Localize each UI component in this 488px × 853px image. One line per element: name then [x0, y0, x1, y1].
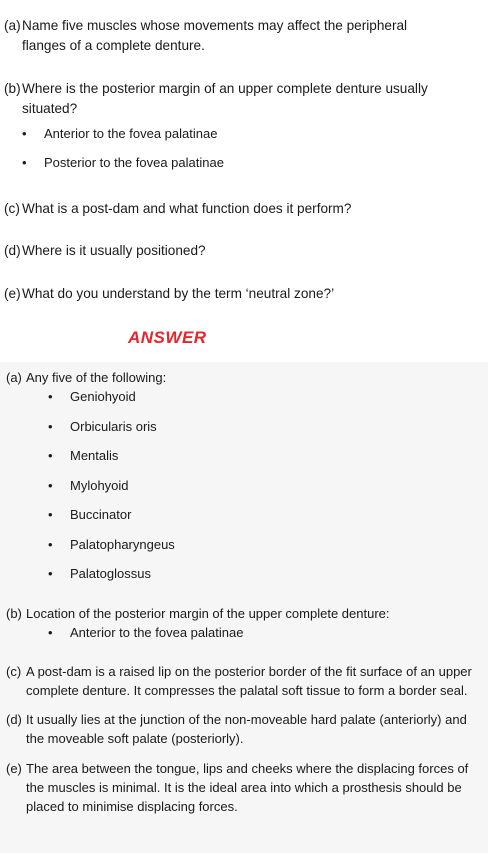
- bullet-icon: •: [48, 625, 53, 640]
- bullet-icon: •: [48, 448, 53, 463]
- answer-text: complete denture. It compresses the palatal soft tissue to form a border seal.: [26, 683, 468, 698]
- muscle-item: [48, 506, 131, 524]
- muscle-item: [48, 388, 136, 406]
- question-text: situated?: [22, 101, 78, 116]
- question-label: (e): [4, 286, 21, 301]
- answer-text: Any five of the following:: [26, 370, 167, 385]
- question-label: (d): [4, 243, 21, 258]
- muscle-name: Mentalis: [70, 448, 119, 463]
- answer-label: (b): [6, 606, 22, 621]
- answer-text: the muscles is minimal. It is the ideal area into which a prosthesis should be: [26, 780, 462, 795]
- option-text: Anterior to the fovea palatinae: [44, 126, 218, 141]
- muscle-name: Mylohyoid: [70, 478, 129, 493]
- answer-text: Location of the posterior margin of the upper complete denture:: [26, 606, 390, 621]
- muscle-name: Palatopharyngeus: [70, 537, 175, 552]
- question-a: [4, 16, 407, 56]
- question-label: (a): [4, 18, 21, 33]
- question-c: [4, 199, 351, 219]
- answer-b: [6, 604, 390, 623]
- bullet-icon: •: [48, 478, 53, 493]
- answer-text: Anterior to the fovea palatinae: [70, 625, 244, 640]
- muscle-item: [48, 536, 175, 554]
- muscle-name: Geniohyoid: [70, 389, 136, 404]
- bullet-icon: •: [22, 155, 27, 170]
- question-text: Where is the posterior margin of an upper complete denture usually: [22, 81, 428, 96]
- question-d: [4, 241, 206, 261]
- question-label: (b): [4, 81, 21, 96]
- answer-c: [6, 662, 472, 700]
- bullet-icon: •: [48, 507, 53, 522]
- answer-text: It usually lies at the junction of the non-moveable hard palate (anteriorly) and: [26, 712, 467, 727]
- answer-text: placed to minimise displacing forces.: [26, 799, 238, 814]
- question-text: What do you understand by the term ‘neutral zone?’: [22, 286, 335, 301]
- answer-label: (d): [6, 712, 22, 727]
- answer-text: A post-dam is a raised lip on the posterior border of the fit surface of an upper: [26, 664, 472, 679]
- muscle-item: [48, 565, 151, 583]
- answer-text: the moveable soft palate (posteriorly).: [26, 731, 244, 746]
- answer-b-bullet: [48, 624, 243, 642]
- bullet-icon: •: [48, 419, 53, 434]
- muscle-item: [48, 477, 129, 495]
- muscle-name: Orbicularis oris: [70, 419, 157, 434]
- bullet-icon: •: [22, 126, 27, 141]
- option-item: [22, 154, 224, 172]
- option-item: [22, 125, 217, 143]
- question-e: [4, 284, 334, 304]
- question-text: Where is it usually positioned?: [22, 243, 206, 258]
- answer-label: (e): [6, 761, 22, 776]
- answer-d: [6, 710, 467, 748]
- answer-text: The area between the tongue, lips and cheeks where the displacing forces of: [26, 761, 469, 776]
- question-text: What is a post-dam and what function does it perform?: [22, 201, 352, 216]
- question-b: [4, 79, 428, 119]
- question-label: (c): [4, 201, 20, 216]
- answer-label: (a): [6, 370, 22, 385]
- answer-label: (c): [6, 664, 22, 679]
- muscle-item: [48, 447, 118, 465]
- answer-e: [6, 759, 468, 816]
- muscle-name: Buccinator: [70, 507, 132, 522]
- bullet-icon: •: [48, 389, 53, 404]
- answer-a: [6, 368, 166, 387]
- bullet-icon: •: [48, 537, 53, 552]
- muscle-item: [48, 418, 157, 436]
- answer-heading: ANSWER: [128, 328, 207, 347]
- bullet-icon: •: [48, 566, 53, 581]
- question-text: Name five muscles whose movements may affect the peripheral: [22, 18, 408, 33]
- muscle-name: Palatoglossus: [70, 566, 151, 581]
- question-text: flanges of a complete denture.: [22, 38, 205, 53]
- option-text: Posterior to the fovea palatinae: [44, 155, 224, 170]
